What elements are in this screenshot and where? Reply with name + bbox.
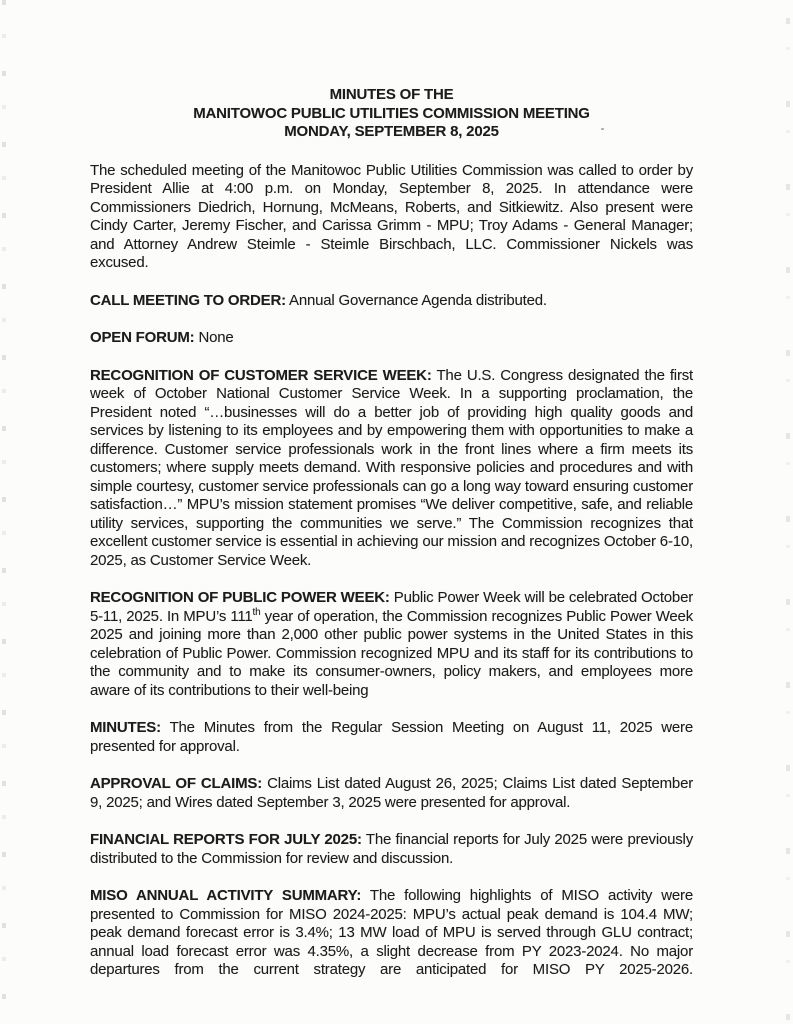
title-line-commission-name: MANITOWOC PUBLIC UTILITIES COMMISSION MEETING (193, 104, 590, 122)
document-title (90, 86, 693, 142)
section-call-meeting-to-order (90, 292, 693, 311)
section-body-pre: Public Power Week will be celebrated October 5-11, 2025. In MPU’s 111 (90, 589, 694, 625)
section-financial-reports (90, 831, 693, 868)
section-heading: APPROVAL OF CLAIMS: (90, 775, 262, 792)
section-body: The Minutes from the Regular Session Meeting on August 11, 2025 were presented for approval. (90, 719, 693, 755)
section-miso-annual-activity-summary (90, 887, 693, 980)
section-customer-service-week (90, 367, 693, 571)
section-heading: RECOGNITION OF CUSTOMER SERVICE WEEK: (90, 366, 432, 384)
section-open-forum (90, 329, 693, 348)
title-line-minutes-of-the: MINUTES OF THE (329, 86, 454, 103)
title-line-meeting-date: MONDAY, SEPTEMBER 8, 2025 (284, 123, 499, 140)
section-public-power-week (90, 589, 693, 700)
section-heading: MINUTES: (90, 719, 161, 736)
section-heading: CALL MEETING TO ORDER: (90, 291, 286, 309)
section-body: Claims List dated August 26, 2025; Claims List dated September 9, 2025; and Wires dated September 3, 2025 were presented for approval. (90, 775, 694, 811)
section-minutes (90, 719, 693, 756)
section-body: The following highlights of MISO activity were presented to Commission for MISO 2024-2025: MPU’s actual peak demand is 104.4 MW; peak demand forecast error is 3.4%; 13 MW load of MPU is served through GLU contract; annual load forecast error was 4.35%, a slight decrease from PY 2023-2024. No major departures from the current strategy are anticipated for MISO PY 2025-2026. (90, 887, 693, 978)
section-body: The financial reports for July 2025 were previously distributed to the Commission for review and discussion. (90, 831, 693, 867)
ordinal-superscript: th (252, 606, 261, 618)
section-body-post: year of operation, the Commission recognizes Public Power Week 2025 and joining more than 2,000 other public power systems in the United States in this celebration of Public Power. Commission recognized MPU and its staff for its contributions to the community and to make its consumer-owners, policy makers, and employees more aware of its contributions to their well-being (90, 607, 693, 699)
intro-paragraph (90, 162, 693, 273)
section-body: None (198, 329, 234, 346)
section-body: Annual Governance Agenda distributed. (289, 291, 547, 309)
scan-artifact-left-edge (2, 0, 6, 1024)
document-content (90, 86, 693, 980)
section-heading: FINANCIAL REPORTS FOR JULY 2025: (90, 831, 362, 848)
section-body: The U.S. Congress designated the first week of October National Customer Service Week. In a supporting proclamation, the President noted “…businesses will do a better job of providing high quality goods and services by listening to its employees and by empowering them with opportunities to make a difference. Customer service professionals work in the front lines where a firm meets its customers; where supply meets demand. With responsive policies and procedures and with simple courtesy, customer service professionals can go a long way toward ensuring customer satisfaction…” MPU’s mission statement promises “We deliver competitive, safe, and reliable utility services, supporting the communities we serve.” The Commission recognizes that excellent customer service is essential in achieving our mission and recognizes October 6-10, 2025, as Customer Service Week. (90, 366, 694, 569)
section-approval-of-claims (90, 775, 693, 812)
section-heading: RECOGNITION OF PUBLIC POWER WEEK: (90, 589, 390, 606)
intro-text: The scheduled meeting of the Manitowoc Public Utilities Commission was called to order by President Allie at 4:00 p.m. on Monday, September 8, 2025. In attendance were Commissioners Diedrich, Hornung, McMeans, Roberts, and Sitkiewitz. Also present were Cindy Carter, Jeremy Fischer, and Carissa Grimm - MPU; Troy Adams - General Manager; and Attorney Andrew Steimle - Steimle Birschbach, LLC. Commissioner Nickels was excused. (90, 161, 693, 271)
section-heading: MISO ANNUAL ACTIVITY SUMMARY: (90, 887, 362, 904)
section-heading: OPEN FORUM: (90, 329, 195, 346)
scan-artifact-right-edge (786, 0, 790, 1024)
